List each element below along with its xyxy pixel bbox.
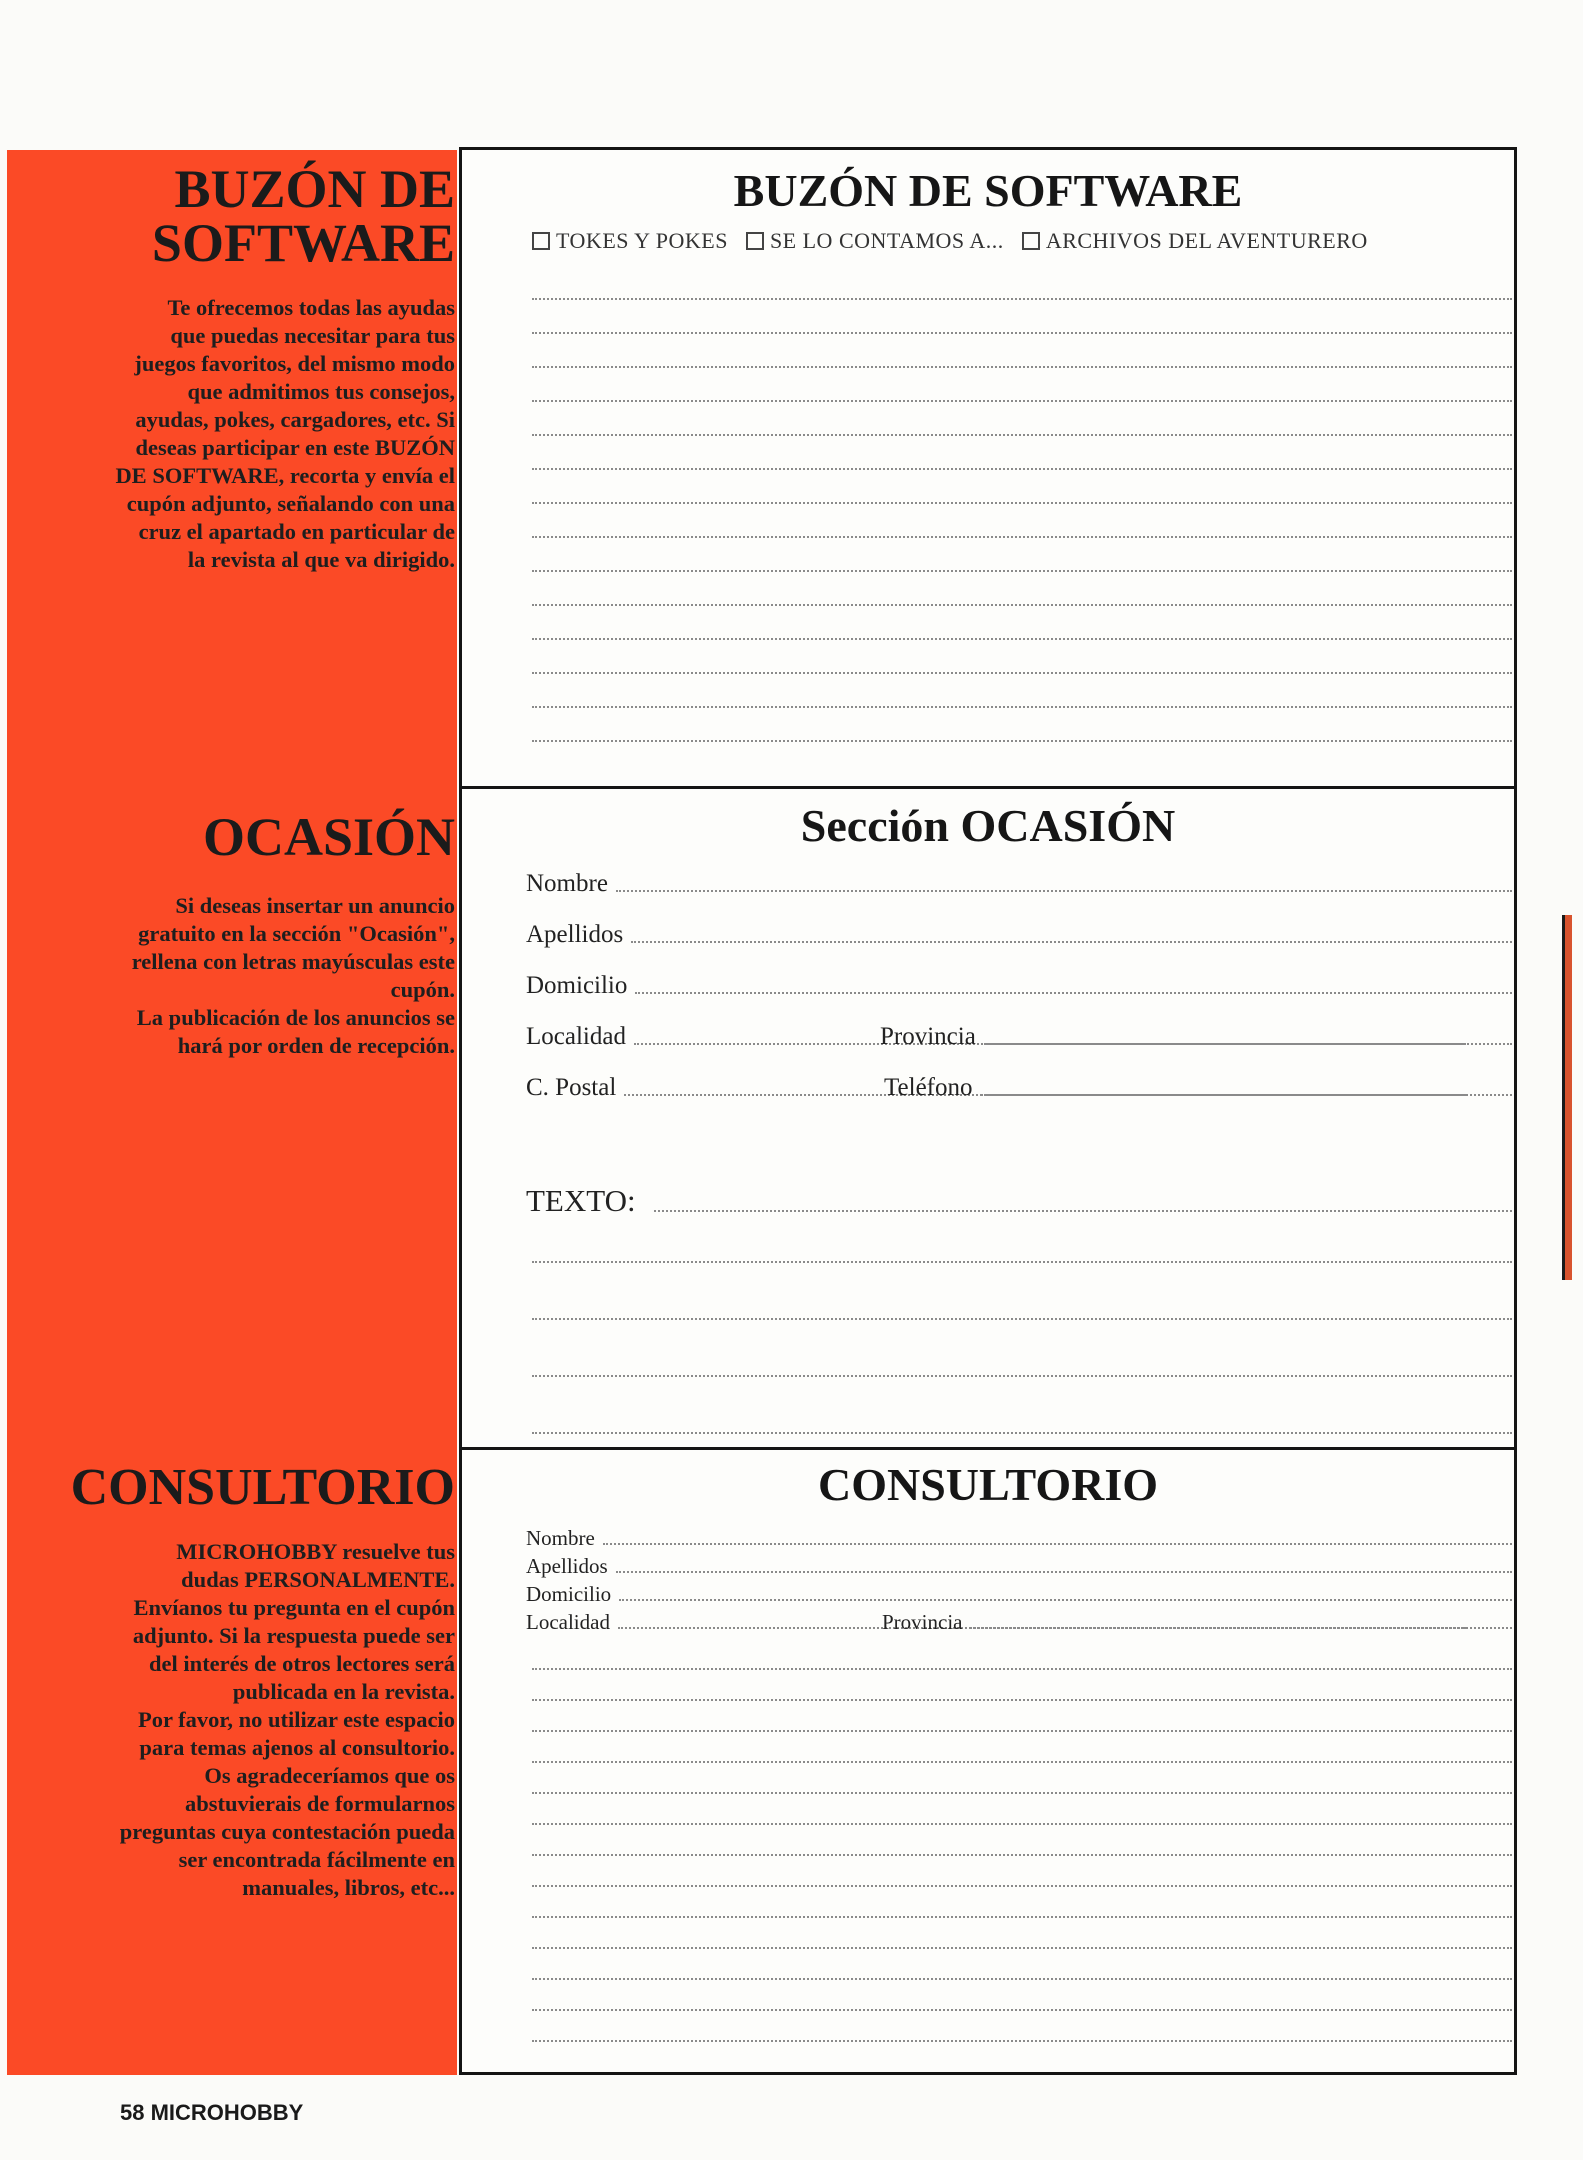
- buzon-title-line2: SOFTWARE: [151, 213, 455, 273]
- writing-line[interactable]: [532, 1823, 1512, 1825]
- writing-line[interactable]: [532, 604, 1512, 606]
- writing-line[interactable]: [532, 2009, 1512, 2011]
- buzon-title-line1: BUZÓN DE: [174, 159, 455, 219]
- apellidos-label: Apellidos: [526, 921, 624, 948]
- telefono-line[interactable]: [981, 1094, 1513, 1096]
- consultorio-text-line: adjunto. Si la respuesta puede ser: [132, 1623, 455, 1648]
- writing-line[interactable]: [532, 1885, 1512, 1887]
- orange-sidebar: [7, 150, 457, 2075]
- option-label: SE LO CONTAMOS A...: [769, 228, 1004, 253]
- writing-line[interactable]: [532, 1978, 1512, 1980]
- provincia-line[interactable]: [970, 1627, 1512, 1629]
- apellidos-label: Apellidos: [526, 1554, 608, 1578]
- buzon-text-line: la revista al que va dirigido.: [187, 547, 455, 572]
- consultorio-text-line: preguntas cuya contestación pueda: [119, 1819, 455, 1844]
- consultorio-text-line: Por favor, no utilizar este espacio: [137, 1707, 455, 1732]
- consultorio-intro: [7, 1459, 457, 1902]
- nombre-line[interactable]: [603, 1543, 1512, 1545]
- buzon-intro: [7, 159, 457, 574]
- ocasion-coupon: [459, 786, 1517, 1450]
- ocasion-text-line: gratuito en la sección "Ocasión",: [138, 921, 455, 946]
- buzon-text-line: deseas participar en este BUZÓN: [135, 435, 455, 460]
- writing-line[interactable]: [532, 570, 1512, 572]
- buzon-text-line: cupón adjunto, señalando con una: [126, 491, 455, 516]
- writing-line[interactable]: [532, 1916, 1512, 1918]
- writing-line[interactable]: [532, 1761, 1512, 1763]
- localidad-label: Localidad: [526, 1023, 626, 1050]
- writing-line[interactable]: [532, 2040, 1512, 2042]
- apellidos-line[interactable]: [631, 941, 1512, 943]
- apellidos-line[interactable]: [616, 1571, 1512, 1573]
- domicilio-line[interactable]: [619, 1599, 1512, 1601]
- ocasion-text-line: cupón.: [390, 977, 455, 1002]
- ocasion-text-line: rellena con letras mayúsculas este: [131, 949, 455, 974]
- option-label: TOKES Y POKES: [556, 228, 728, 253]
- provincia-label: Provincia: [880, 1023, 976, 1050]
- consultorio-provincia-field[interactable]: [874, 1612, 1512, 1633]
- ocasion-text-line: hará por orden de recepción.: [177, 1033, 455, 1058]
- consultorio-text-line: Envíanos tu pregunta en el cupón: [133, 1595, 455, 1620]
- consultorio-apellidos-field[interactable]: [526, 1556, 1512, 1577]
- writing-line[interactable]: [532, 638, 1512, 640]
- writing-line[interactable]: [532, 1699, 1512, 1701]
- writing-line[interactable]: [532, 1261, 1512, 1263]
- consultorio-text-line: publicada en la revista.: [232, 1679, 455, 1704]
- writing-line[interactable]: [532, 1854, 1512, 1856]
- consultorio-coupon-title: CONSULTORIO: [817, 1459, 1158, 1510]
- ocasion-text-line: La publicación de los anuncios se: [136, 1005, 455, 1030]
- writing-line[interactable]: [532, 298, 1512, 300]
- ocasion-apellidos-field[interactable]: [526, 922, 1512, 947]
- ocasion-provincia-field[interactable]: [872, 1024, 1512, 1049]
- consultorio-domicilio-field[interactable]: [526, 1584, 1512, 1605]
- writing-line[interactable]: [532, 1375, 1512, 1377]
- buzon-text-line: cruz el apartado en particular de: [138, 519, 455, 544]
- cpostal-label: C. Postal: [526, 1074, 617, 1101]
- page-edge-mark: [1565, 915, 1572, 1280]
- consultorio-intro-title: CONSULTORIO: [70, 1459, 455, 1516]
- buzon-text-line: ayudas, pokes, cargadores, etc. Si: [135, 407, 455, 432]
- consultorio-text-line: del interés de otros lectores será: [149, 1651, 455, 1676]
- writing-line[interactable]: [532, 740, 1512, 742]
- domicilio-line[interactable]: [635, 992, 1512, 994]
- ocasion-intro-title: OCASIÓN: [202, 807, 455, 867]
- ocasion-intro-text: [7, 892, 455, 1060]
- writing-line[interactable]: [532, 1432, 1512, 1434]
- provincia-label: Provincia: [882, 1610, 963, 1634]
- buzon-text-line: juegos favoritos, del mismo modo: [134, 351, 455, 376]
- buzon-coupon: [459, 147, 1517, 789]
- buzon-intro-title: [7, 159, 455, 273]
- consultorio-text-line: ser encontrada fácilmente en: [178, 1847, 455, 1872]
- ocasion-domicilio-field[interactable]: [526, 973, 1512, 998]
- checkbox-icon[interactable]: [746, 232, 764, 250]
- checkbox-icon[interactable]: [532, 232, 550, 250]
- writing-line[interactable]: [532, 1318, 1512, 1320]
- nombre-label: Nombre: [526, 870, 608, 897]
- texto-label: TEXTO:: [526, 1183, 636, 1218]
- writing-line[interactable]: [532, 332, 1512, 334]
- buzon-options: [532, 228, 1380, 254]
- consultorio-text-line: manuales, libros, etc...: [242, 1875, 455, 1900]
- domicilio-label: Domicilio: [526, 972, 628, 999]
- nombre-label: Nombre: [526, 1526, 595, 1550]
- buzon-text-line: que puedas necesitar para tus: [170, 323, 455, 348]
- ocasion-telefono-field[interactable]: [872, 1075, 1512, 1100]
- consultorio-text-line: MICROHOBBY resuelve tus: [176, 1539, 455, 1564]
- buzon-text-line: DE SOFTWARE, recorta y envía el: [115, 463, 455, 488]
- writing-line[interactable]: [532, 400, 1512, 402]
- consultorio-intro-text: [7, 1538, 455, 1902]
- writing-line[interactable]: [532, 536, 1512, 538]
- writing-line[interactable]: [532, 1792, 1512, 1794]
- writing-line[interactable]: [532, 672, 1512, 674]
- page-footer: 58 MICROHOBBY: [120, 2100, 304, 2125]
- provincia-line[interactable]: [984, 1043, 1512, 1045]
- writing-line[interactable]: [532, 366, 1512, 368]
- consultorio-text-line: para temas ajenos al consultorio.: [139, 1735, 455, 1760]
- ocasion-texto-field[interactable]: [526, 1185, 1512, 1216]
- option-archivos-aventurero[interactable]: [1022, 228, 1368, 253]
- consultorio-nombre-field[interactable]: [526, 1528, 1512, 1549]
- ocasion-nombre-field[interactable]: [526, 871, 1512, 896]
- ocasion-intro: [7, 807, 457, 1060]
- buzon-text-line: Te ofrecemos todas las ayudas: [167, 295, 455, 320]
- writing-line[interactable]: [532, 706, 1512, 708]
- consultorio-text-line: abstuvierais de formularnos: [185, 1791, 455, 1816]
- checkbox-icon[interactable]: [1022, 232, 1040, 250]
- writing-line[interactable]: [532, 502, 1512, 504]
- consultorio-text-line: dudas PERSONALMENTE.: [181, 1567, 455, 1592]
- telefono-label: Teléfono: [884, 1074, 973, 1101]
- consultorio-coupon: [459, 1447, 1517, 2075]
- buzon-coupon-title: BUZÓN DE SOFTWARE: [733, 165, 1243, 216]
- ocasion-coupon-title: Sección OCASIÓN: [800, 800, 1176, 851]
- texto-line[interactable]: [654, 1210, 1512, 1212]
- writing-line[interactable]: [532, 1668, 1512, 1670]
- option-label: ARCHIVOS DEL AVENTURERO: [1045, 228, 1368, 253]
- option-se-lo-contamos[interactable]: [746, 228, 1004, 253]
- consultorio-text-line: Os agradeceríamos que os: [204, 1763, 455, 1788]
- nombre-line[interactable]: [616, 890, 1512, 892]
- buzon-text-line: que admitimos tus consejos,: [187, 379, 455, 404]
- option-tokes-pokes[interactable]: [532, 228, 728, 253]
- writing-line[interactable]: [532, 434, 1512, 436]
- domicilio-label: Domicilio: [526, 1582, 612, 1606]
- writing-line[interactable]: [532, 1730, 1512, 1732]
- writing-line[interactable]: [532, 468, 1512, 470]
- writing-line[interactable]: [532, 1947, 1512, 1949]
- buzon-intro-text: [7, 294, 455, 574]
- ocasion-text-line: Si deseas insertar un anuncio: [175, 893, 455, 918]
- localidad-label: Localidad: [526, 1610, 610, 1634]
